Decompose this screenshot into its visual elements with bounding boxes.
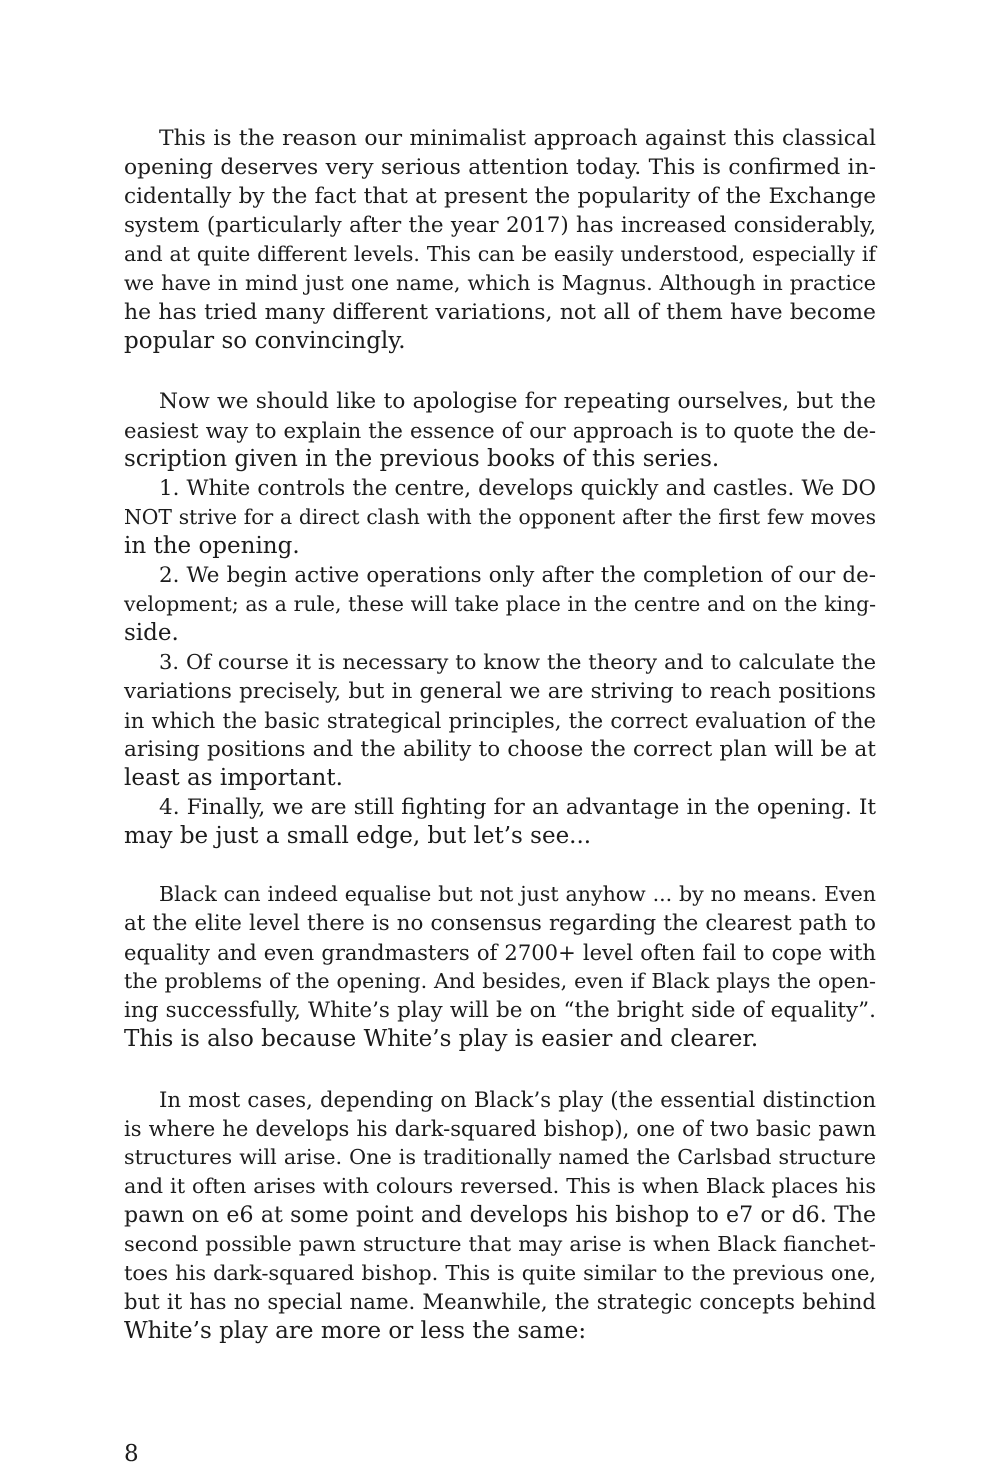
page-number: 8 <box>124 1441 139 1467</box>
text-line: and it often arises with colours reversed. This is when Black places his <box>124 1174 876 1198</box>
text-line: structures will arise. One is traditionally named the Carlsbad structure <box>124 1145 876 1169</box>
text-line: 1. White controls the centre, develops quickly and castles. We DO <box>159 476 876 501</box>
text-line: equality and even grandmasters of 2700+ level often fail to cope with <box>124 940 876 965</box>
text-line: but it has no special name. Meanwhile, the strategic concepts behind <box>124 1290 876 1315</box>
text-line: NOT strive for a direct clash with the opponent after the first few moves <box>124 505 876 529</box>
text-line: Now we should like to apologise for repeating ourselves, but the <box>159 389 876 414</box>
list-item-point-1 <box>124 474 876 561</box>
text-line: least as important. <box>124 765 343 791</box>
text-line: second possible pawn structure that may arise is when Black fianchet- <box>124 1232 876 1256</box>
paragraph-minimalist-approach <box>124 124 876 356</box>
text-line: is where he develops his dark-squared bishop), one of two basic pawn <box>124 1116 876 1141</box>
text-line: system (particularly after the year 2017) has increased considerably, <box>124 213 876 238</box>
paragraph-black-equalise <box>124 880 876 1054</box>
text-line: he has tried many different variations, not all of them have become <box>124 300 876 325</box>
text-line: ing successfully, White’s play will be on “the bright side of equality”. <box>124 998 876 1023</box>
text-line: toes his dark-squared bishop. This is quite similar to the previous one, <box>124 1261 876 1285</box>
text-line: Black can indeed equalise but not just anyhow ... by no means. Even <box>159 882 876 906</box>
text-line: in the opening. <box>124 533 300 559</box>
text-line: 3. Of course it is necessary to know the theory and to calculate the <box>159 650 876 674</box>
text-line: cidentally by the fact that at present the popularity of the Exchange <box>124 184 876 209</box>
text-line: the problems of the opening. And besides, even if Black plays the open- <box>124 969 876 993</box>
text-line: arising positions and the ability to choose the correct plan will be at <box>124 737 876 762</box>
text-line: pawn on e6 at some point and develops his bishop to e7 or d6. The <box>124 1203 876 1228</box>
text-line: at the elite level there is no consensus regarding the clearest path to <box>124 911 876 936</box>
text-line: popular so convincingly. <box>124 328 406 354</box>
text-line: In most cases, depending on Black’s play (the essential distinction <box>159 1087 876 1112</box>
paragraph-apologise <box>124 387 876 474</box>
text-line: This is also because White’s play is easier and clearer. <box>124 1026 759 1052</box>
text-line: 4. Finally, we are still fighting for an advantage in the opening. It <box>159 795 876 820</box>
text-line: in which the basic strategical principles, the correct evaluation of the <box>124 708 876 733</box>
text-line: White’s play are more or less the same: <box>124 1318 587 1344</box>
text-line: may be just a small edge, but let’s see... <box>124 823 592 849</box>
text-line: variations precisely, but in general we are striving to reach positions <box>124 679 876 704</box>
list-item-point-2 <box>124 561 876 648</box>
text-line: side. <box>124 620 179 646</box>
text-line: velopment; as a rule, these will take place in the centre and on the king- <box>124 592 876 616</box>
paragraph-pawn-structures <box>124 1085 876 1346</box>
text-line: we have in mind just one name, which is Magnus. Although in practice <box>124 271 876 295</box>
text-line: This is the reason our minimalist approach against this classical <box>159 126 876 151</box>
list-item-point-4 <box>124 793 876 851</box>
text-line: 2. We begin active operations only after the completion of our de- <box>159 563 876 588</box>
text-line: opening deserves very serious attention today. This is confirmed in- <box>124 155 876 180</box>
list-item-point-3 <box>124 648 876 793</box>
text-line: and at quite different levels. This can be easily understood, especially if <box>124 242 876 266</box>
text-line: easiest way to explain the essence of our approach is to quote the de- <box>124 418 876 443</box>
text-line: scription given in the previous books of this series. <box>124 446 720 472</box>
